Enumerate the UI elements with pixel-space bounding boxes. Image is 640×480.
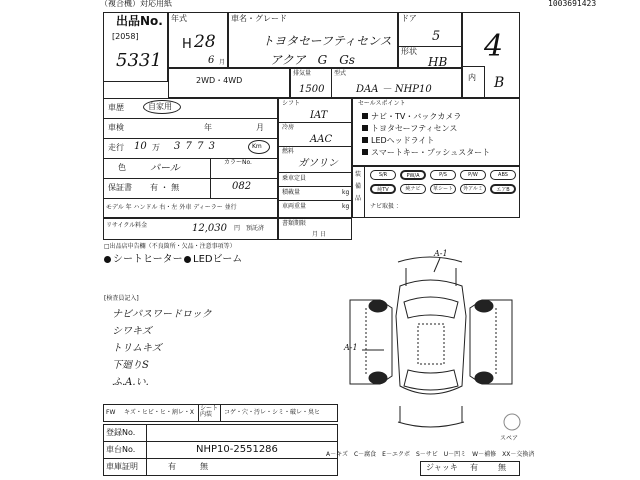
- year-value: 28: [194, 32, 216, 52]
- recycle-label: リサイクル料金: [106, 222, 148, 229]
- sales-points-title: セールスポイント: [358, 100, 406, 107]
- option-tv: 純TV: [370, 184, 396, 194]
- mileage-man-unit: 万: [152, 143, 160, 152]
- warranty-options: 有 ・ 無: [150, 183, 180, 192]
- year-era: H: [182, 37, 192, 52]
- cc-label: 排気量: [293, 70, 312, 77]
- chassis-value: NHP10-2551286: [196, 444, 278, 455]
- warranty-label: 保証書: [108, 183, 132, 192]
- note-item-1: シートヒーター: [104, 255, 183, 265]
- sales-point-1: ナビ・TV・バックカメラ: [362, 113, 461, 121]
- fw-text: キズ・ヒビ・ヒ・割レ・X: [124, 409, 194, 416]
- option-alloy: 外アルミ: [460, 184, 486, 194]
- shape-value: HB: [428, 55, 448, 69]
- diagram-mark-top: A-1: [434, 249, 448, 258]
- weight-label: 車両重量: [282, 203, 307, 210]
- reg-label: 登録No.: [106, 428, 136, 437]
- wheel-front-left: [369, 300, 387, 312]
- shift-label: シフト: [282, 100, 301, 107]
- garage-yes: 有: [168, 462, 176, 471]
- docs-label: 書類期限: [282, 220, 307, 227]
- mileage-digits: 3 7 7 3: [174, 141, 216, 152]
- mileage-unit: Km: [252, 143, 262, 150]
- diagram-mark-side: A-1: [344, 343, 358, 352]
- lot-number: 5331: [116, 50, 162, 71]
- top-number: 1003691423: [548, 0, 597, 8]
- chassis-label: 車台No.: [106, 445, 136, 454]
- inspection-year-unit: 年: [204, 123, 212, 132]
- doors-label: ドア: [401, 14, 417, 23]
- capacity-label: 乗車定員: [282, 175, 307, 182]
- ac-label: 冷房: [282, 124, 295, 131]
- jack-yes: 有: [470, 463, 478, 472]
- year-label: 年式: [171, 14, 187, 23]
- jack-no: 無: [498, 463, 506, 472]
- wheel-rear-left: [369, 372, 387, 384]
- shape-label: 形状: [401, 47, 417, 56]
- type-label: 型式: [334, 70, 347, 77]
- left-side-outline: [350, 300, 392, 384]
- model-name-line2: アクア G Gs: [270, 53, 355, 67]
- option-pwa: PW/A: [400, 170, 426, 180]
- inspector-line-5: ふ.A.い.: [112, 377, 149, 388]
- interior-score: B: [494, 75, 505, 91]
- cc-value: 1500: [299, 84, 325, 95]
- ac-value: AAC: [310, 134, 333, 145]
- mileage-man: 10: [134, 141, 147, 152]
- garage-label: 車庫証明: [106, 462, 138, 471]
- score-main: 4: [484, 29, 504, 64]
- inspector-line-3: トリムキズ: [112, 343, 162, 354]
- lot-label: 出品No.: [116, 14, 163, 28]
- year-month-unit: 月: [219, 59, 226, 66]
- option-airbag: エアB: [490, 184, 516, 194]
- recycle-unit: 円: [234, 225, 241, 232]
- category-label: 車歴: [108, 103, 124, 112]
- rear-window-outline: [404, 370, 458, 390]
- rear-bumper-outline: [398, 422, 464, 427]
- seat-label: シート 内装: [200, 405, 219, 418]
- jack-label: ジャッキ: [426, 463, 458, 472]
- option-ps: P/S: [430, 170, 456, 180]
- windshield-outline: [404, 297, 458, 318]
- category-value: 自家用: [148, 102, 172, 111]
- year-month: 6: [208, 55, 215, 66]
- fw-label: FW: [106, 409, 116, 416]
- drive-options: 2WD・4WD: [196, 76, 243, 85]
- spare-label: スペア: [500, 435, 519, 442]
- color-no-value: 082: [232, 181, 252, 192]
- inspection-month-unit: 月: [256, 123, 264, 132]
- fuel-value: ガソリン: [298, 158, 338, 169]
- color-value: パール: [150, 163, 180, 174]
- doors-value: 5: [432, 29, 441, 44]
- navi-label: ナビ取扱 ：: [370, 203, 402, 210]
- sales-point-3: LEDヘッドライト: [362, 137, 434, 145]
- lot-small-number: [2058]: [112, 32, 139, 41]
- roof-outline: [418, 324, 444, 364]
- inspection-label: 車検: [108, 123, 124, 132]
- garage-no: 無: [200, 462, 208, 471]
- wheel-rear-right: [475, 372, 493, 384]
- option-leather: 革シート: [430, 184, 456, 194]
- options-side-1: 装: [355, 171, 362, 178]
- note-item-2: LEDビーム: [184, 255, 242, 265]
- model-row: モデル 年 ハンドル 右・左 外車 ディーラー 並行: [106, 204, 237, 211]
- options-side-3: 品: [355, 195, 362, 202]
- right-side-outline: [470, 300, 512, 384]
- load-unit: kg: [342, 189, 350, 196]
- spare-tire-icon: [504, 414, 520, 430]
- model-label: 車名・グレード: [231, 14, 287, 23]
- option-pw: P/W: [460, 170, 486, 180]
- recycle-note: 預託済: [246, 225, 265, 232]
- sales-point-2: トヨタセーフティセンス: [362, 125, 457, 133]
- options-side-2: 備: [355, 183, 362, 190]
- weight-unit: kg: [342, 203, 350, 210]
- load-label: 積載量: [282, 189, 301, 196]
- inspector-header: [検査員記入]: [104, 295, 139, 302]
- car-diagram: [340, 246, 522, 442]
- option-navi: 純ナビ: [400, 184, 426, 194]
- color-label: 色: [118, 163, 126, 172]
- docs-unit: 月 日: [312, 231, 326, 238]
- sales-point-4: スマートキー・プッシュスタート: [362, 149, 490, 157]
- inspector-line-1: ナビパスワードロック: [112, 309, 212, 320]
- inspector-line-2: シワキズ: [112, 326, 152, 337]
- model-name-line1: トヨタセーフティセンス: [262, 34, 392, 48]
- type-value: DAA － NHP10: [356, 84, 432, 95]
- seat-text: コゲ・穴・汚レ・シミ・破レ・臭ヒ: [224, 409, 321, 416]
- front-bumper-outline: [398, 257, 462, 262]
- color-no-label: カラーNo.: [224, 159, 252, 166]
- interior-label: 内: [468, 73, 476, 82]
- option-sr: S/R: [370, 170, 396, 180]
- damage-legend: A－キズ C－腐食 E－エクボ S－サビ U－凹ミ W－補修 XX－交換済: [326, 451, 535, 458]
- notes-header: □出品店申告欄（不良箇所・欠品・注意事項等）: [104, 243, 236, 250]
- option-abs: ABS: [490, 170, 516, 180]
- recycle-value: 12,030: [192, 223, 227, 234]
- mileage-label: 走行: [108, 143, 124, 152]
- wheel-front-right: [475, 300, 493, 312]
- inspector-line-4: 下廻りS: [112, 360, 149, 371]
- corner-note: （複合機）対応用紙: [100, 0, 172, 8]
- shift-value: IAT: [310, 110, 328, 121]
- fuel-label: 燃料: [282, 148, 295, 155]
